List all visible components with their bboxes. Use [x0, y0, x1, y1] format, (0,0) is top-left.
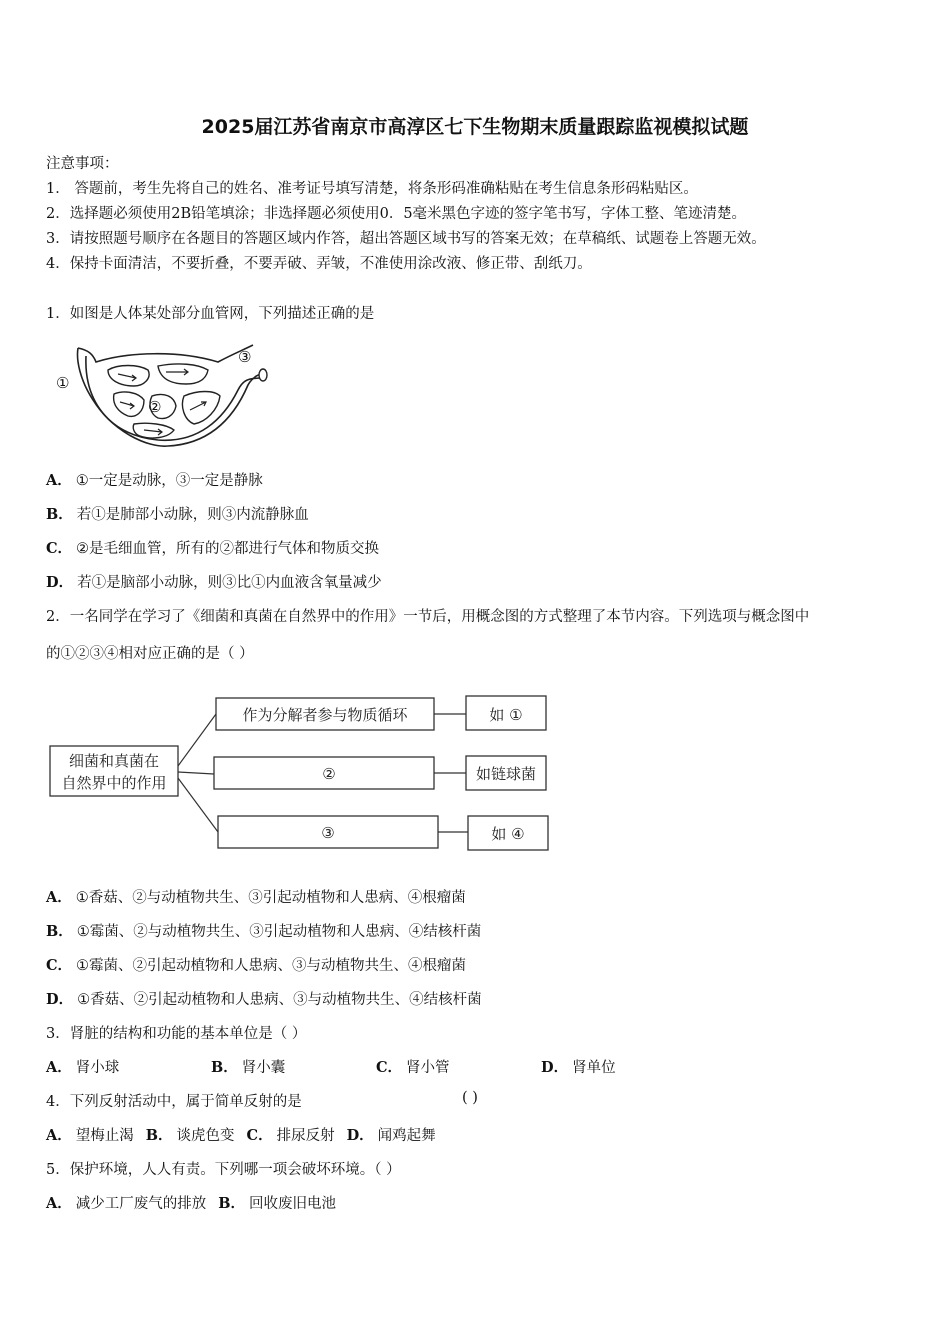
example-1: 如 ① — [489, 706, 523, 724]
q3-options — [46, 1056, 616, 1077]
concept-map-figure — [46, 690, 556, 855]
q1-option-a: A． ①一定是动脉，③一定是静脉 — [46, 472, 263, 489]
q3-option-c: C． 肾小管 — [376, 1059, 450, 1076]
q2-option-c: C． ①霉菌、②引起动植物和人患病、③与动植物共生、④根瘤菌 — [46, 957, 467, 974]
q3-option-d: D． 肾单位 — [541, 1059, 616, 1076]
label-2: ② — [148, 398, 162, 416]
example-2: 如链球菌 — [475, 765, 537, 783]
box-1: 作为分解者参与物质循环 — [242, 706, 408, 724]
notice-item: 3．请按照题号顺序在各题目的答题区域内作答，超出答题区域书写的答案无效；在草稿纸、试题卷上答题无效。 — [46, 231, 766, 247]
q4-options — [46, 1124, 436, 1145]
box-2: ② — [322, 765, 336, 783]
page-title: 2025届江苏省南京市高淳区七下生物期末质量跟踪监视模拟试题 — [201, 116, 749, 138]
root-line1: 细菌和真菌在 — [68, 752, 160, 770]
notice-item: 1． 答题前，考生先将自己的姓名、准考证号填写清楚，将条形码准确粘贴在考生信息条形码粘贴区。 — [46, 181, 698, 197]
q2-stem-line1: 2．一名同学在学习了《细菌和真菌在自然界中的作用》一节后，用概念图的方式整理了本节内容。下列选项与概念图中 — [46, 609, 810, 625]
notice-item: 4．保持卡面清洁，不要折叠，不要弄破、弄皱，不准使用涂改液、修正带、刮纸刀。 — [46, 256, 592, 272]
root-line2: 自然界中的作用 — [61, 774, 167, 792]
q2-option-d: D． ①香菇、②引起动植物和人患病、③与动植物共生、④结核杆菌 — [46, 991, 482, 1008]
blood-vessel-network-figure — [48, 340, 278, 450]
q4-answer-paren: ( ) — [462, 1090, 478, 1106]
q1-option-d: D． 若①是脑部小动脉，则③比①内血液含氧量减少 — [46, 574, 382, 591]
label-3: ③ — [238, 348, 252, 366]
q2-option-b: B． ①霉菌、②与动植物共生、③引起动植物和人患病、④结核杆菌 — [46, 923, 482, 940]
q4-option-b: B． 谈虎色变 — [145, 1127, 235, 1144]
q1-option-c: C． ②是毛细血管，所有的②都进行气体和物质交换 — [46, 540, 380, 557]
q4-option-c: C． 排尿反射 — [246, 1127, 335, 1144]
example-3: 如 ④ — [491, 825, 525, 843]
q5-options — [46, 1192, 336, 1213]
q2-option-a: A． ①香菇、②与动植物共生、③引起动植物和人患病、④根瘤菌 — [46, 889, 466, 906]
q1-stem: 1．如图是人体某处部分血管网，下列描述正确的是 — [46, 306, 375, 322]
q4-option-a: A． 望梅止渴 — [46, 1127, 134, 1144]
q3-option-b: B． 肾小囊 — [211, 1059, 286, 1076]
label-1: ① — [56, 374, 70, 392]
q5-stem: 5．保护环境，人人有责。下列哪一项会破坏环境。（ ） — [46, 1162, 401, 1178]
q3-stem: 3．肾脏的结构和功能的基本单位是（ ） — [46, 1026, 307, 1042]
q1-option-b: B． 若①是肺部小动脉，则③内流静脉血 — [46, 506, 309, 523]
q5-option-a: A． 减少工厂废气的排放 — [46, 1195, 207, 1212]
box-3: ③ — [321, 824, 335, 842]
q5-option-b: B． 回收废旧电池 — [218, 1195, 337, 1212]
notice-heading: 注意事项： — [46, 156, 119, 172]
notice-item: 2．选择题必须使用2B铅笔填涂；非选择题必须使用0．5毫米黑色字迹的签字笔书写，字体工整、笔迹清楚。 — [46, 206, 747, 222]
q4-option-d: D． 闻鸡起舞 — [346, 1127, 436, 1144]
q3-option-a: A． 肾小球 — [46, 1059, 120, 1076]
q4-stem: 4．下列反射活动中，属于简单反射的是 — [46, 1094, 302, 1110]
q2-stem-line2: 的①②③④相对应正确的是（ ） — [46, 646, 254, 662]
